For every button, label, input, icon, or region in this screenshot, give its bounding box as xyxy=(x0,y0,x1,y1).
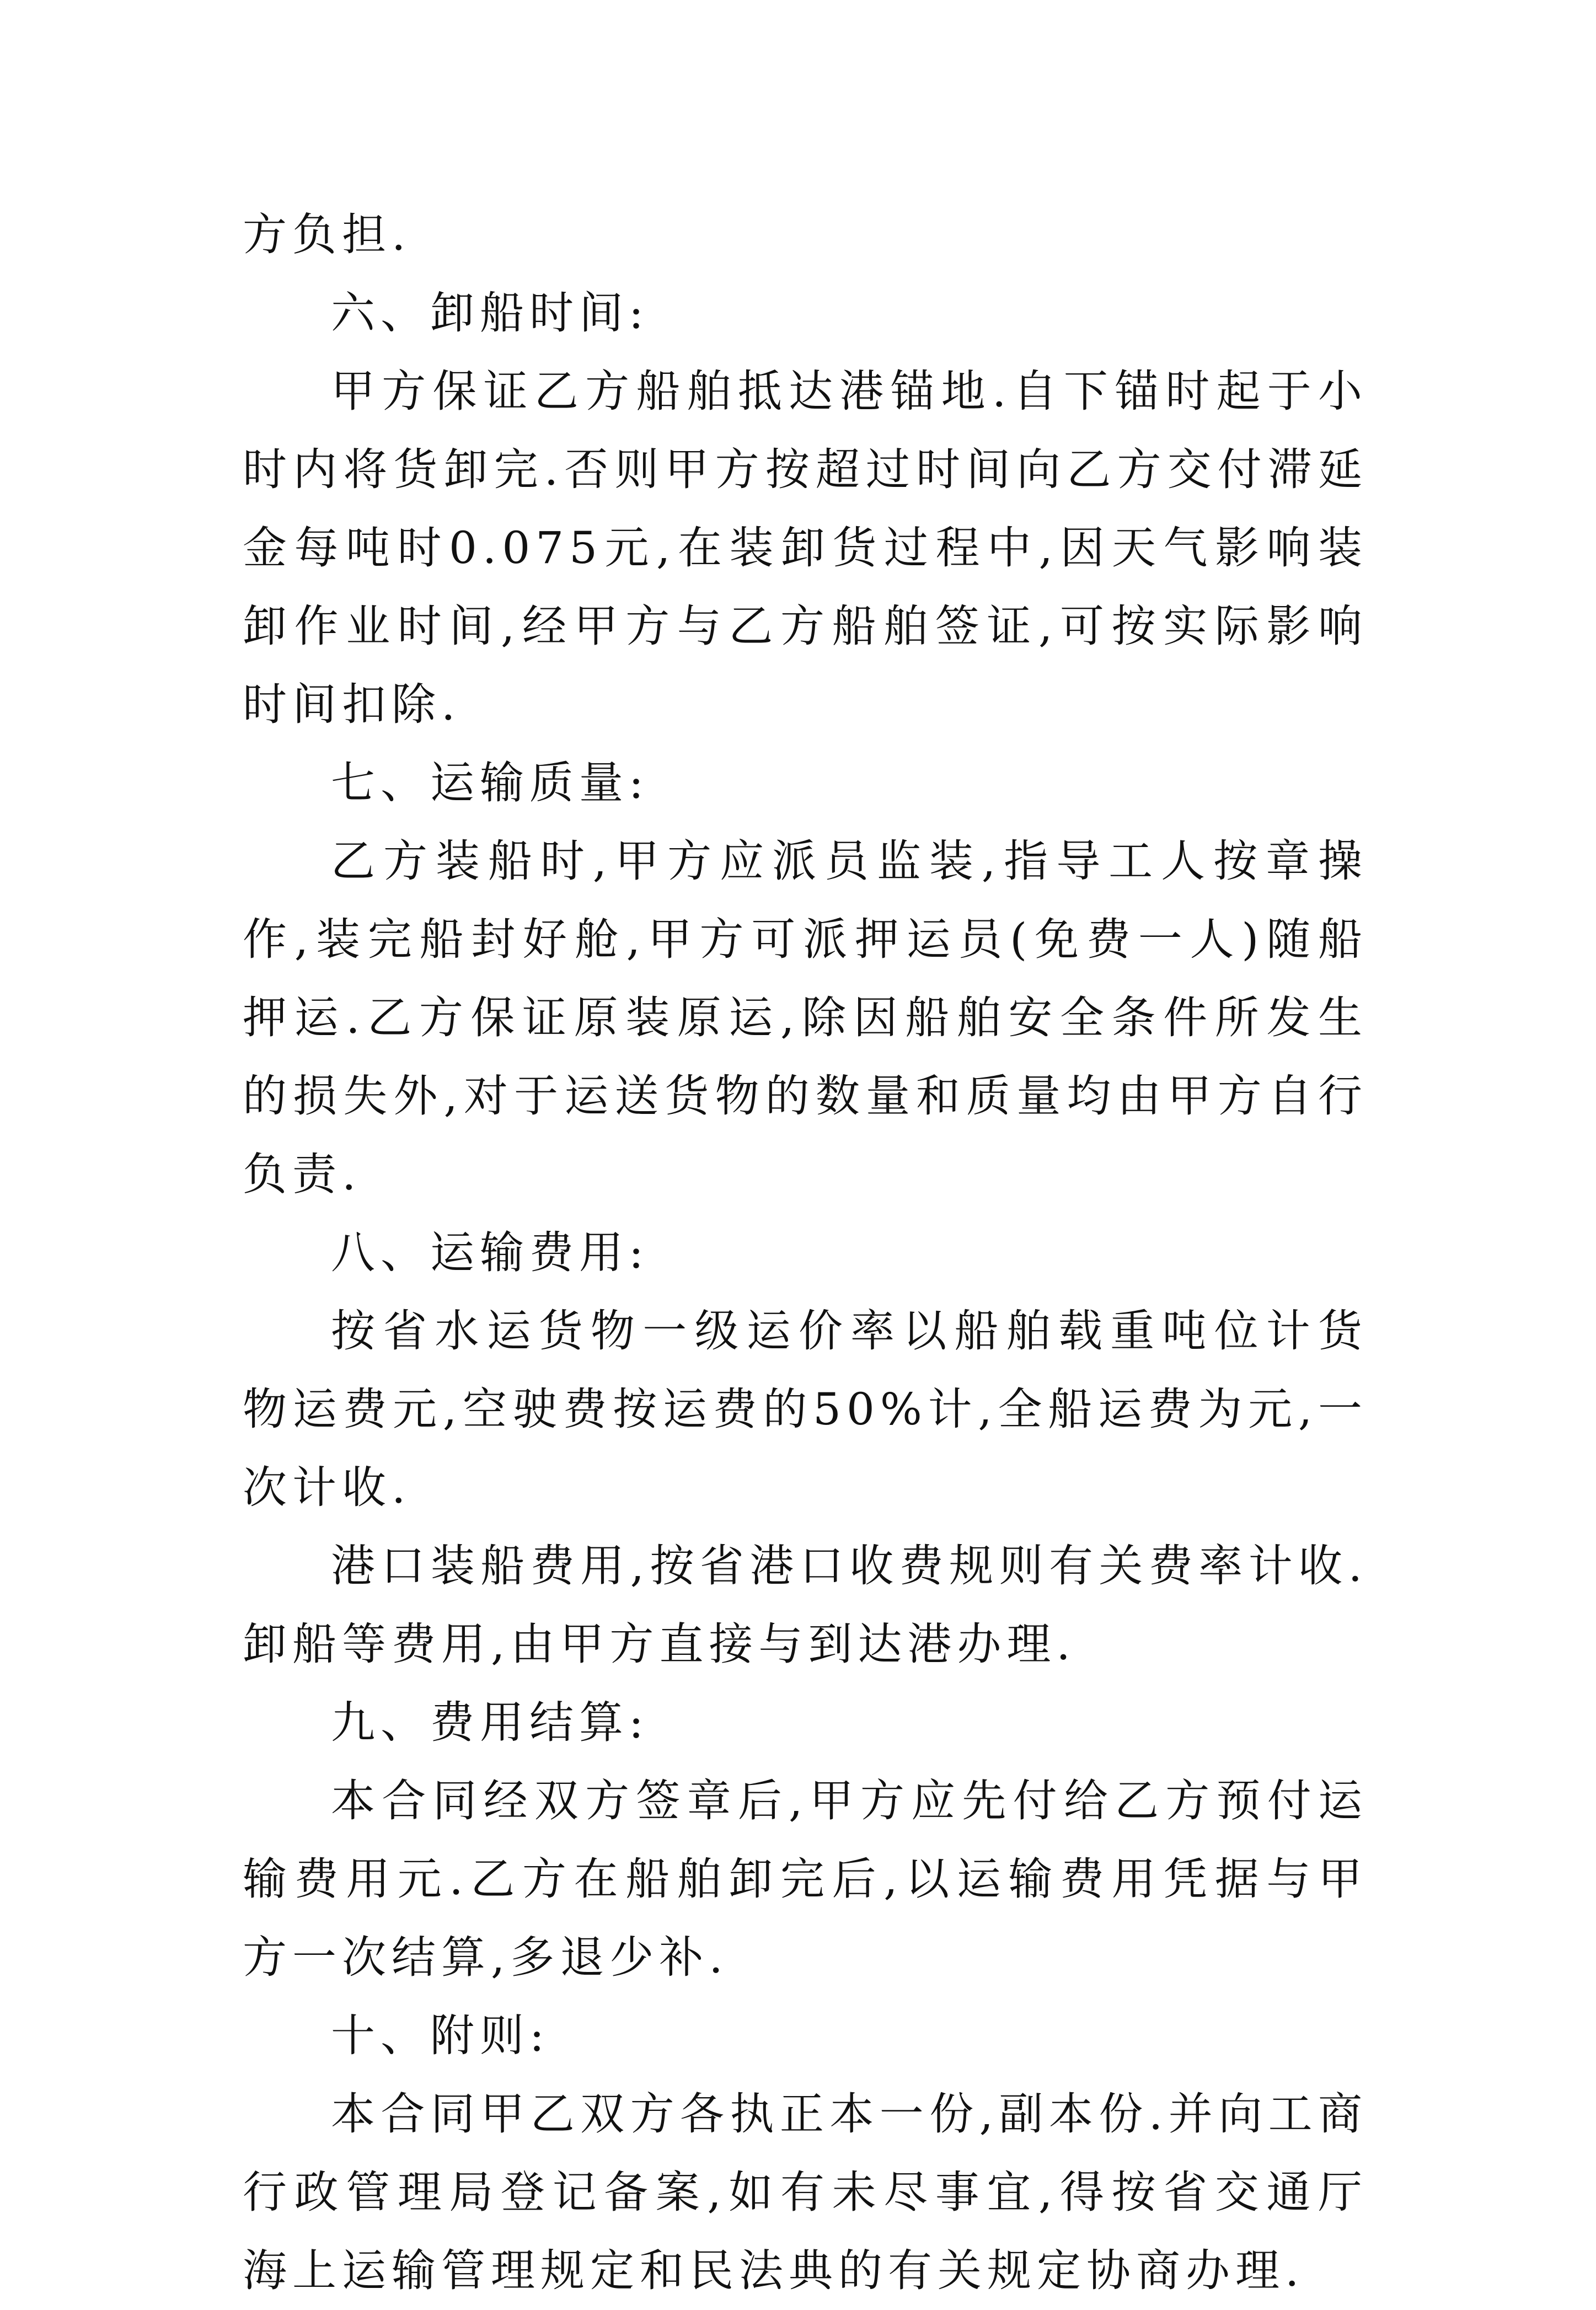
section-heading-transport-quality: 七、运输质量: xyxy=(331,757,649,808)
paragraph-unloading-time: 甲方保证乙方船舶抵达港锚地.自下锚时起于小时内将货卸完.否则甲方按超过时间向乙方交付滞延金每吨时0.075元,在装卸货过程中,因天气影响装卸作业时间,经甲方与乙方船舶签证,可按实际影响时间扣除. xyxy=(243,366,1368,730)
paragraph-fee-settlement: 本合同经双方签章后,甲方应先付给乙方预付运输费用元.乙方在船舶卸完后,以运输费用凭据与甲方一次结算,多退少补. xyxy=(243,1775,1368,1983)
paragraph-supplementary-provisions: 本合同甲乙双方各执正本一份,副本份.并向工商行政管理局登记备案,如有未尽事宜,得按省交通厅海上运输管理规定和民法典的有关规定协商办理. xyxy=(243,2088,1368,2296)
paragraph-transport-quality: 乙方装船时,甲方应派员监装,指导工人按章操作,装完船封好舱,甲方可派押运员(免费一人)随船押运.乙方保证原装原运,除因船舶安全条件所发生的损失外,对于运送货物的数量和质量均由甲方自行负责. xyxy=(243,835,1368,1200)
section-heading-fee-settlement: 九、费用结算: xyxy=(331,1697,649,1748)
paragraph-port-fees: 港口装船费用,按省港口收费规则有关费率计收.卸船等费用,由甲方直接与到达港办理. xyxy=(243,1540,1368,1670)
section-heading-transport-fees: 八、运输费用: xyxy=(331,1227,649,1278)
paragraph-transport-fees: 按省水运货物一级运价率以船舶载重吨位计货物运费元,空驶费按运费的50%计,全船运费为元,一次计收. xyxy=(243,1305,1368,1513)
document-body xyxy=(243,196,1368,2310)
section-heading-supplementary-provisions: 十、附则: xyxy=(331,2010,550,2061)
paragraph-continuation: 方负担. xyxy=(243,209,411,260)
section-heading-unloading-time: 六、卸船时间: xyxy=(331,287,649,339)
